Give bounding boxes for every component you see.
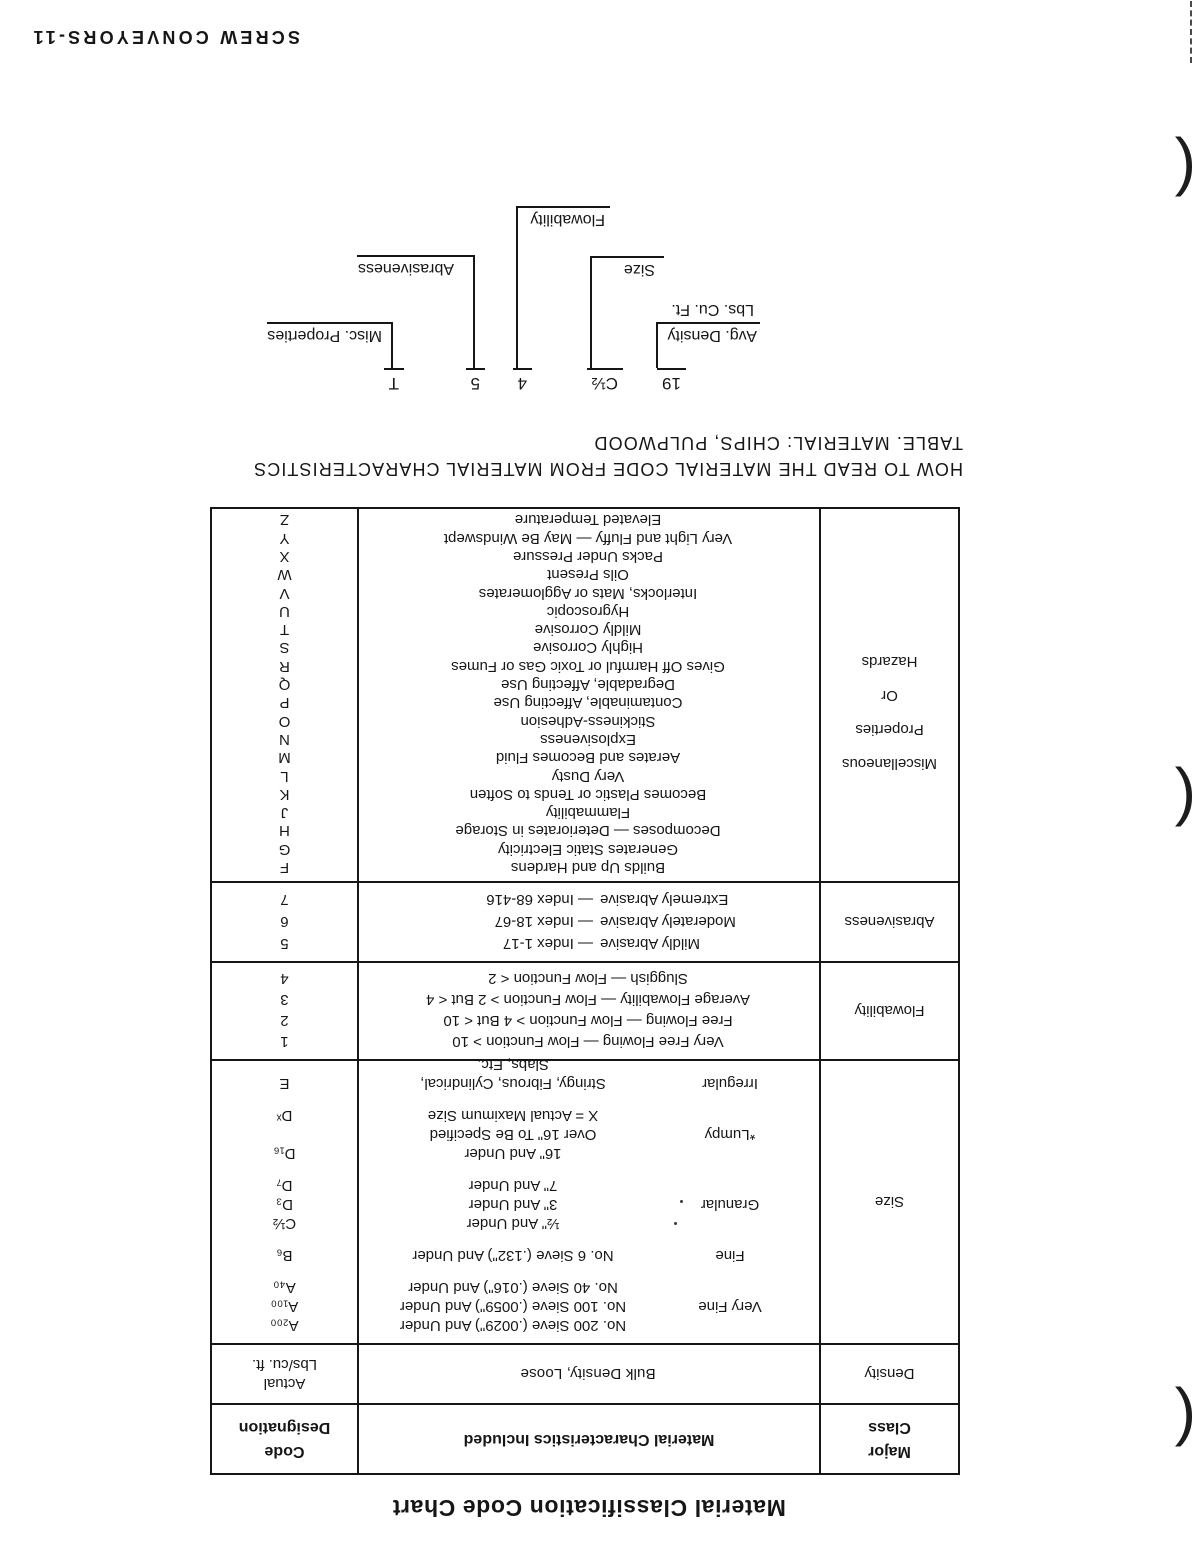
section-flowability [212,961,958,1059]
code-value: G [278,840,291,858]
connector-line [516,206,518,368]
table-row [212,711,819,729]
class-label-abrasiveness: Abrasiveness [819,883,958,961]
characteristic-text: No. 200 Sieve (.0029") And Under [399,1317,627,1334]
code-value [212,1125,357,1144]
characteristic-text: Extremely Abrasive [600,891,729,908]
code-value: S [279,639,290,657]
connector-line [391,322,393,368]
code-value: K [279,785,290,803]
code-value: W [277,566,292,584]
index-range: — Index 18-67 [494,913,593,930]
connector-line [516,206,610,208]
code-value: A₁₀₀ [270,1298,299,1315]
characteristic-text: Stringy, Fibrous, Cylindrical, [420,1075,606,1092]
code-value: R [279,657,290,675]
characteristic-text: Very Light and Fluffy — May Be Windswept [443,529,733,547]
code-value: U [279,602,290,620]
characteristic-text: Becomes Plastic or Tends to Soften [469,785,707,803]
characteristic-text: Over 16" To Be Specified [429,1126,597,1143]
header-text: Class [868,1419,911,1436]
section-size [212,1056,958,1343]
class-label-size: Size [819,1061,958,1343]
page-title: Material Classification Code Chart [392,1495,786,1521]
characteristic-text: Elevated Temperature [514,511,662,529]
characteristic-text: Explosiveness [540,730,636,748]
code-value: M [278,749,291,767]
example-code-density: 19 [657,368,686,393]
header-text: Major [868,1443,911,1460]
index-range: — Index 1-17 [502,935,593,952]
classification-table [210,507,960,1475]
code-value: 2 [280,1012,289,1029]
code-value: Dˣ [276,1107,293,1124]
code-value: 1 [280,1033,289,1050]
connector-line [357,255,475,257]
characteristic-text: No. 100 Sieve (.0059") And Under [399,1298,627,1315]
size-group-label: Very Fine [698,1298,762,1315]
table-row [212,785,819,803]
table-row [212,547,819,565]
table-row [212,1297,819,1316]
example-code-flowability: 4 [513,368,532,393]
code-value: D₇ [276,1177,293,1194]
code-value: 3 [280,991,289,1008]
code-value: 6 [280,913,289,930]
table-row [212,583,819,601]
table-row [212,565,819,583]
code-value: F [279,859,290,876]
diagram-label-flowability: Flowability [530,211,605,228]
diagram-label-lbs-cu-ft: Lbs. Cu. Ft. [671,301,754,318]
characteristic-text: Builds Up and Hardens [510,859,666,876]
characteristic-text: Sluggish — Flow Function < 2 [488,970,688,987]
characteristic-text: Generates Static Electricity [497,840,679,858]
characteristic-text: Very Dusty [551,767,625,785]
characteristic-text: ½" And Under [466,1215,560,1232]
header-text: Material Characteristics Included [463,1431,715,1448]
table-row [212,766,819,784]
table-row [212,602,819,620]
size-group-label: Granular [700,1196,760,1213]
characteristic-text: No. 6 Sieve (.132") And Under [412,1247,614,1264]
table-row [212,1031,819,1052]
code-value: Actual Lbs/cu. ft. [251,1356,318,1392]
table-row [212,1074,819,1093]
code-value: N [279,730,290,748]
table-row [212,1246,819,1265]
code-value: H [279,822,290,840]
size-group-label: Fine [715,1247,745,1264]
table-row [212,910,819,932]
section-abrasiveness [212,881,958,961]
characteristic-text: Degradable, Affecting Use [501,676,676,694]
table-row [212,1278,819,1297]
table-row [212,888,819,910]
code-value: A₄₀ [273,1279,296,1296]
table-row [212,968,819,989]
characteristic-text: Slabs, Etc. [477,1056,549,1073]
table-row [212,748,819,766]
class-label-text: Or [881,687,898,704]
column-divider [357,509,359,881]
code-value: C½ [272,1215,297,1232]
code-value: E [279,1075,290,1092]
section-density [212,1343,958,1403]
characteristic-text: Oils Present [547,566,629,584]
code-value: V [279,584,290,602]
connector-line [267,322,393,324]
code-value: Q [278,676,291,694]
characteristic-text: Very Free Flowing — Flow Function > 10 [452,1033,724,1050]
table-row [212,675,819,693]
header-text: Code [264,1443,305,1460]
header-code-designation [212,1405,357,1473]
table-row [212,1106,819,1125]
example-code-misc: T [384,368,404,393]
diagram-label-size: Size [623,261,655,278]
code-value: 7 [280,891,289,908]
characteristic-text: Hygroscopic [546,602,630,620]
table-row [212,989,819,1010]
code-value: T [279,621,290,639]
table-row [212,1214,819,1233]
characteristic-text: Mildly Abrasive [600,935,701,952]
code-value: Z [279,511,290,529]
code-value: O [278,712,291,730]
class-label-text: Hazards [861,653,918,670]
code-value: 5 [280,935,289,952]
table-row [212,693,819,711]
table-row [212,620,819,638]
characteristic-text: Contaminable, Affecting Use [493,694,683,712]
size-group-label: *Lumpy [704,1126,756,1143]
characteristic-text: 7" And Under [468,1177,558,1194]
how-to-read-caption-line2: TABLE. MATERIAL: CHIPS, PULPWOOD [593,433,963,453]
column-divider [357,883,359,961]
page-number-text: SCREW CONVEYORS-11 [30,27,300,47]
class-label-misc [819,509,958,881]
table-row [212,1195,819,1214]
characteristic-text: Bulk Density, Loose [520,1365,656,1383]
table-row [212,1125,819,1144]
characteristic-text: Flammability [545,804,631,822]
characteristic-text: Aerates and Becomes Fluid [495,749,681,767]
table-row [212,1176,819,1195]
characteristic-text: Average Flowability — Flow Function > 2 But < 4 [425,991,751,1008]
table-row [212,932,819,954]
table-row [212,730,819,748]
class-label-density: Density [819,1345,958,1403]
scan-speck [680,1200,683,1203]
code-value: L [280,767,289,785]
characteristic-text: Interlocks, Mats or Agglomerates [478,584,698,602]
characteristic-text: Moderately Abrasive [600,913,736,930]
class-label-text: Properties [855,721,924,738]
table-header-row [212,1403,958,1473]
connector-line [590,256,664,258]
table-row [212,803,819,821]
code-value: A₂₀₀ [270,1317,299,1334]
characteristic-text: Highly Corrosive [532,639,644,657]
characteristic-text: Stickiness-Adhesion [520,712,656,730]
header-text: Designation [238,1419,331,1436]
class-label-flowability: Flowability [819,963,958,1059]
connector-line [473,255,475,368]
table-row [212,821,819,839]
characteristic-text: Free Flowing — Flow Function > 4 But < 10 [443,1012,733,1029]
diagram-label-abrasiveness: Abrasiveness [357,260,454,277]
example-code-abrasiveness: 5 [466,368,485,393]
header-characteristics [357,1405,819,1473]
how-to-read-caption-line1: HOW TO READ THE MATERIAL CODE FROM MATERIAL CHARACTERISTICS [253,459,963,479]
table-row [212,1144,819,1163]
characteristic-text: 3" And Under [468,1196,558,1213]
table-row [212,638,819,656]
characteristic-text: Decomposes — Deteriorates in Storage [455,822,721,840]
table-row [212,839,819,857]
section-misc [212,509,958,881]
characteristic-text: Packs Under Pressure [512,547,664,565]
code-value: D₃ [276,1196,293,1213]
characteristic-text: No. 40 Sieve (.016") And Under [408,1279,618,1296]
example-code-size: C½ [587,368,623,393]
binding-mark-icon: ( [1174,766,1196,838]
connector-line [656,322,760,324]
binding-mark-icon: ( [1174,1386,1196,1458]
characteristic-text: Gives Off Harmful or Toxic Gas or Fumes [451,657,725,675]
table-row [212,510,819,528]
diagram-label-avg-density: Avg. Density [667,327,757,344]
table-row [212,1010,819,1031]
code-value: B₆ [276,1247,293,1264]
code-value: J [280,804,289,822]
binding-mark-icon: ( [1174,136,1196,208]
table-row [212,528,819,546]
diagram-label-misc-properties: Misc. Properties [267,327,382,344]
table-row [212,656,819,674]
class-label-text: Miscellaneous [841,755,938,772]
scan-speck [674,1222,677,1225]
index-range: — Index 68-416 [486,891,593,908]
column-divider [357,963,359,1059]
code-value: Y [279,529,290,547]
connector-line [590,256,592,368]
table-row [212,1345,819,1403]
connector-line [656,322,658,368]
code-value: D₁₆ [273,1145,296,1162]
code-value: P [279,694,290,712]
table-row [212,1316,819,1335]
size-group-label: Irregular [702,1075,758,1092]
table-row [212,858,819,876]
page-edge-artifact [1190,1,1192,63]
characteristic-text: X = Actual Maximum Size [427,1107,599,1124]
characteristic-text: Mildly Corrosive [534,621,642,639]
characteristic-text: 16" And Under [464,1145,562,1162]
column-divider [357,1345,359,1403]
header-major-class [819,1405,958,1473]
code-value: X [279,547,290,565]
code-value: 4 [280,970,289,987]
